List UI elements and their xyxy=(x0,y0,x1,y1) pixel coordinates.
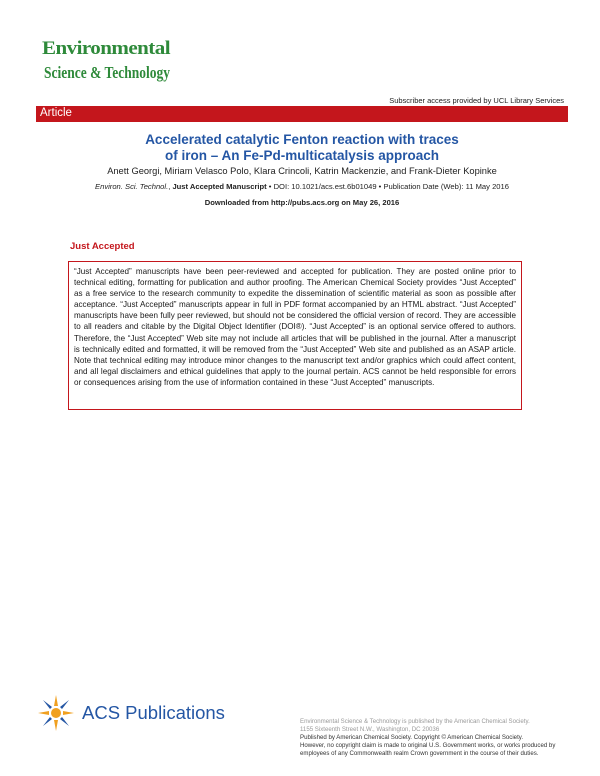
article-title xyxy=(36,132,568,164)
publisher-logo-text: ACS Publications xyxy=(82,702,225,723)
footer-address-line: 1155 Sixteenth Street N.W., Washington, DC 20036 xyxy=(300,726,440,733)
citation-line: Environ. Sci. Technol., Just Accepted Manuscript • DOI: 10.1021/acs.est.6b01049 • Publication Date (Web): 11 May 2016 xyxy=(95,182,509,191)
download-note: Downloaded from http://pubs.acs.org on May 26, 2016 xyxy=(204,198,400,207)
footer-copyright-line: Published by American Chemical Society. Copyright © American Chemical Society. xyxy=(300,734,524,741)
title-line-2: of iron – An Fe-Pd-multicatalysis approach xyxy=(164,148,440,163)
article-type-bar xyxy=(36,106,568,122)
title-line-1: Accelerated catalytic Fenton reaction with traces xyxy=(145,132,459,147)
just-accepted-heading: Just Accepted xyxy=(70,241,135,252)
just-accepted-notice: “Just Accepted” manuscripts have been peer-reviewed and accepted for publication. They are posted online prior to technical editing, formatting for publication and author proofing. The American Chemical Society provides “Just Accepted” as a free service to the research community to expedite the dissemination of scientific material as soon as possible after acceptance. “Just Accepted” manuscripts appear in full in PDF format accompanied by an HTML abstract. “Just Accepted” manuscripts have been fully peer reviewed, but should not be considered the official version of record. They are accessible to all readers and citable by the Digital Object Identifier (DOI®). “Just Accepted” is an optional service offered to authors. Therefore, the “Just Accepted” Web site may not include all articles that will be published in the journal. After a manuscript is technically edited and formatted, it will be removed from the “Just Accepted” Web site and published as an ASAP article. Note that technical editing may introduce minor changes to the manuscript text and/or graphics which could affect content, and all legal disclaimers and ethical guidelines that apply to the journal pertain. ACS cannot be held responsible for errors or consequences arising from the use of information contained in these “Just Accepted” manuscripts. xyxy=(68,261,522,410)
citation-details: • DOI: 10.1021/acs.est.6b01049 • Publication Date (Web): 11 May 2016 xyxy=(266,182,509,191)
author-list: Anett Georgi, Miriam Velasco Polo, Klara Crincoli, Katrin Mackenzie, and Frank-Dieter Kopinke xyxy=(107,166,497,176)
logo-line2: Science & Technology xyxy=(44,63,171,82)
citation-journal: Environ. Sci. Technol. xyxy=(95,182,169,191)
article-label: Article xyxy=(40,107,72,119)
journal-logo xyxy=(32,34,172,92)
footer-copyright-note: However, no copyright claim is made to original U.S. Government works, or works produced by employees of any Commonwealth realm Crown government in the course of their duties. xyxy=(300,742,556,757)
publisher-footer xyxy=(300,718,568,758)
citation-status: Just Accepted Manuscript xyxy=(172,182,267,191)
logo-line1: Environmental xyxy=(42,38,171,59)
acs-logo-icon xyxy=(36,693,76,733)
footer-publisher-line: Environmental Science & Technology is published by the American Chemical Society. xyxy=(300,718,530,725)
subscriber-note: Subscriber access provided by UCL Library Services xyxy=(389,96,564,105)
